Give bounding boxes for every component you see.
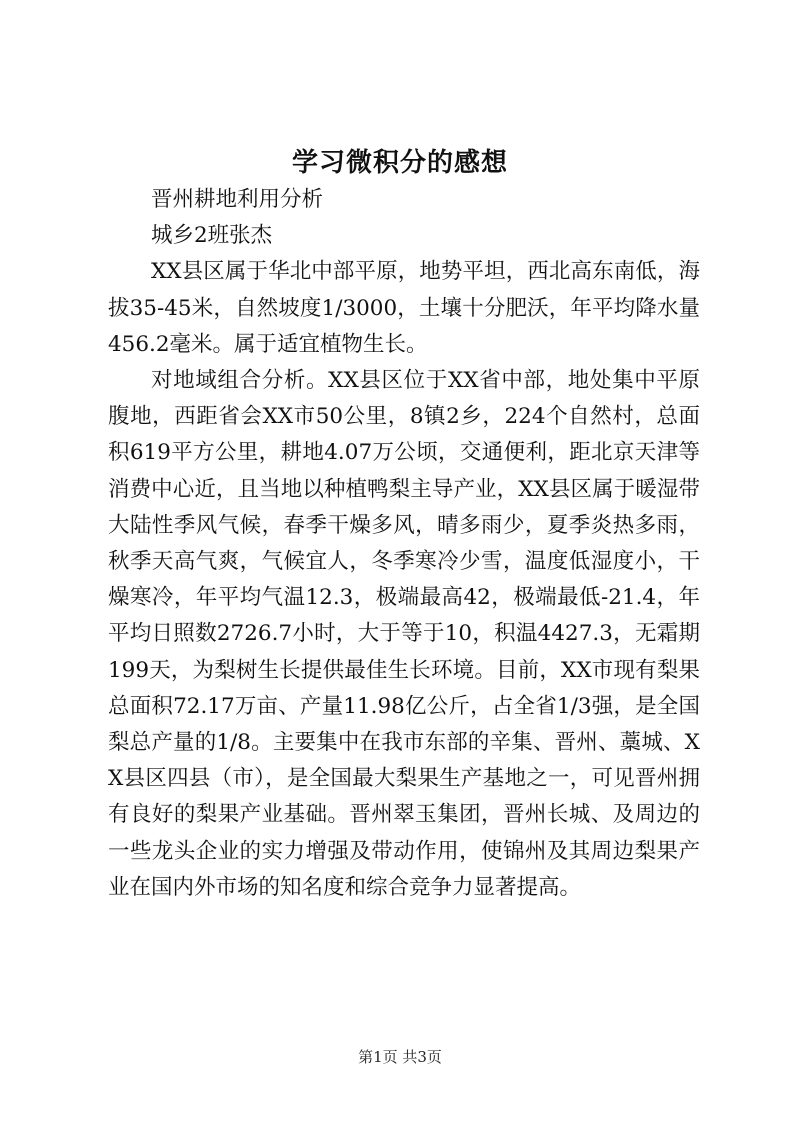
author-line: 城乡2班张杰 xyxy=(151,223,273,249)
paragraph-regional-analysis: 对地域组合分析。XX县区位于XX省中部，地处集中平原腹地，西距省会XX市50公里，8镇2乡，224个自然村，总面积619平方公里，耕地4.07万公顷，交通便利，距北京天津等消费中心近，且当地以种植鸭梨主导产业，XX县区属于暖湿带大陆性季风气候，春季干燥多风，晴多雨少，夏季炎热多雨，秋季天高气爽，气候宜人，冬季寒冷少雪，温度低湿度小，干燥寒冷，年平均气温12.3，极端最高42，极端最低-21.4，年平均日照数2726.7小时，大于等于10，积温4427.3，无霜期199天，为梨树生长提供最佳生长环境。目前，XX市现有梨果总面积72.17万亩、产量11.98亿公斤，占全省1/3强，是全国梨总产量的1/8。主要集中在我市东部的辛集、晋州、藁城、XX县区四县（市），是全国最大梨果生产基地之一，可见晋州拥有良好的梨果产业基础。晋州翠玉集团，晋州长城、及周边的一些龙头企业的实力增强及带动作用，使锦州及其周边梨果产业在国内外市场的知名度和综合竞争力显著提高。 xyxy=(108,368,700,900)
document-body xyxy=(108,182,700,906)
paragraph-terrain: XX县区属于华北中部平原，地势平坦，西北高东南低，海拔35-45米，自然坡度1/3000，土壤十分肥沃，年平均降水量456.2毫米。属于适宜植物生长。 xyxy=(108,259,700,357)
page-footer: 第1页 共3页 xyxy=(358,1048,442,1066)
document-title: 学习微积分的感想 xyxy=(291,148,508,178)
document-subtitle: 晋州耕地利用分析 xyxy=(151,187,324,212)
